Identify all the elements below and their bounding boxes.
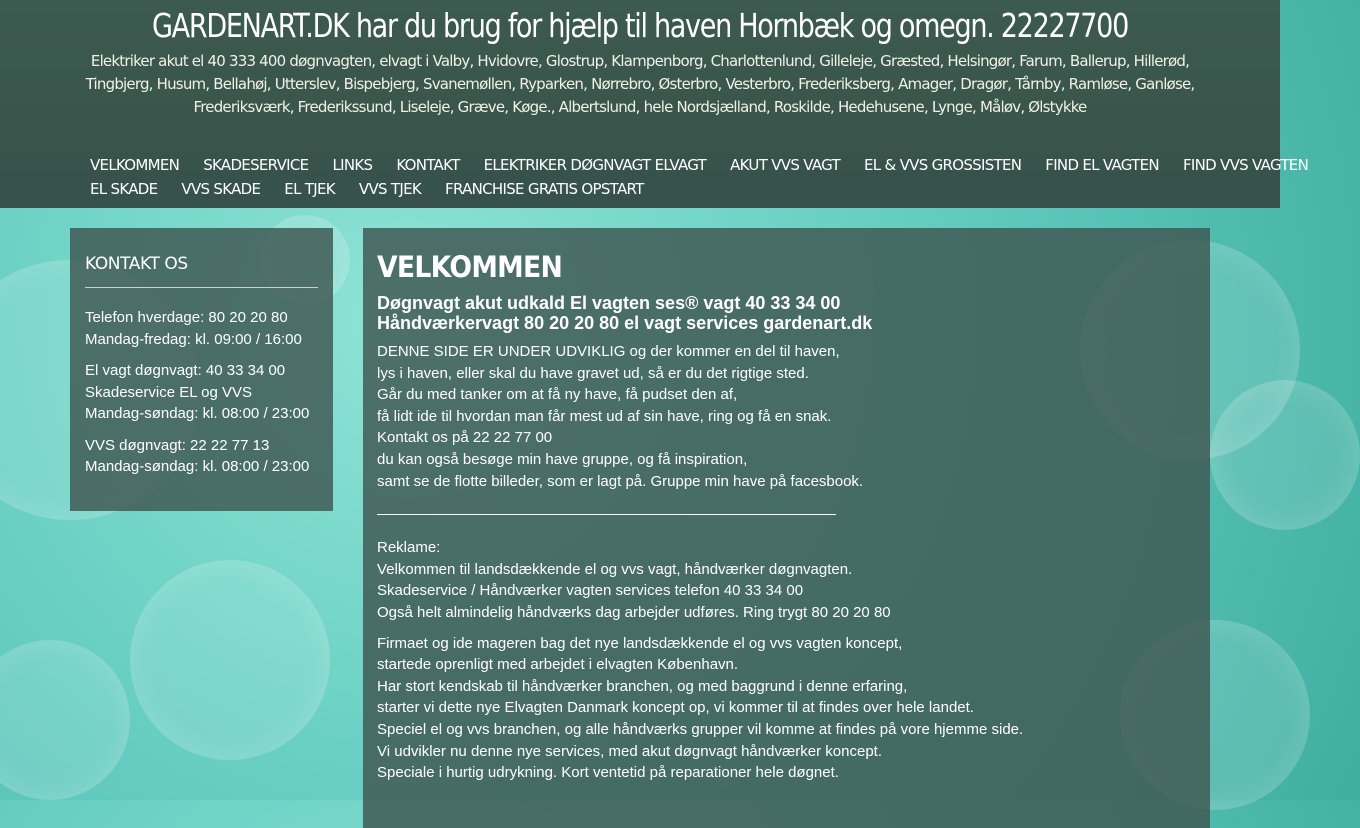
content-divider [377,514,836,515]
page-title: VELKOMMEN [377,250,563,284]
nav-item-find-vvs-vagten[interactable]: FIND VVS VAGTEN [1182,156,1309,174]
page-subheading [377,293,1196,333]
contact-line: El vagt døgnvagt: 40 33 34 00 [85,362,286,379]
nav-item-elektriker-dognvagt[interactable]: ELEKTRIKER DØGNVAGT ELVAGT [483,156,707,174]
text-line: starter vi dette nye Elvagten Danmark koncept op, vi kommer til at findes over hele landet. [377,699,974,717]
subheading-line: Håndværkervagt 80 20 20 80 el vagt services gardenart.dk [377,313,873,333]
contact-line: Skadeservice EL og VVS [85,383,253,401]
text-line: Går du med tanker om at få ny have, få pudset den af, [377,386,738,404]
nav-row-2 [90,177,1200,201]
nav-item-skadeservice[interactable]: SKADESERVICE [203,156,309,174]
text-line: Har stort kendskab til håndværker branchen, og med baggrund i denne erfaring, [377,677,908,695]
contact-line: Mandag-fredag: kl. 09:00 / 16:00 [85,330,302,348]
text-line: Kontakt os på 22 22 77 00 [377,429,553,447]
text-line: Speciel el og vvs branchen, og alle håndværks grupper vil komme at findes på vore hjemme side. [377,720,1024,738]
sidebar-divider [85,287,318,288]
text-line: du kan også besøge min have gruppe, og få inspiration, [377,450,748,468]
text-line: Reklame: [377,539,441,557]
main-navigation [90,153,1309,201]
text-line: få lidt ide til hvordan man får mest ud af sin have, ring og få en snak. [377,407,832,425]
sidebar-heading: KONTAKT OS [85,254,188,274]
contact-line: Mandag-søndag: kl. 08:00 / 23:00 [85,405,310,422]
contact-block-el-vagt [85,360,318,425]
contact-block-weekday [85,307,318,350]
nav-item-velkommen[interactable]: VELKOMMEN [90,156,180,174]
contact-block-vvs-vagt [85,435,318,478]
text-line: startede oprenligt med arbejdet i elvagten København. [377,656,739,674]
nav-item-franchise[interactable]: FRANCHISE GRATIS OPSTART [445,180,644,198]
contact-line: VVS døgnvagt: 22 22 77 13 [85,436,270,454]
nav-item-links[interactable]: LINKS [332,156,373,174]
nav-item-find-el-vagten[interactable]: FIND EL VAGTEN [1045,156,1159,174]
nav-item-el-tjek[interactable]: EL TJEK [284,180,335,198]
nav-item-akut-vvs-vagt[interactable]: AKUT VVS VAGT [730,156,840,174]
site-tagline: Elektriker akut el 40 333 400 døgnvagten, elvagt i Valby, Hvidovre, Glostrup, Klampenborg, Charlottenlund, Gilleleje, Græsted, Helsingør, Farum, Ballerup, Hillerød, Tingbjerg, Husum, Bellahøj, Utterslev, Bispebjerg, Svanemøllen, Ryparken, Nørrebro, Østerbro, Vesterbro, Frederiksberg, Amager, Dragør, Tårnby, Ramløse, Ganløse, Frederiksværk, Frederikssund, Liseleje, Græve, Køge., Albertslund, hele Nordsjælland, Roskilde, Hedehusene, Lynge, Måløv, Ølstykke [85,52,1195,116]
contact-sidebar [70,228,333,511]
intro-paragraph [377,341,1196,492]
nav-item-vvs-tjek[interactable]: VVS TJEK [358,180,422,198]
about-paragraph [377,633,1196,784]
reklame-paragraph [377,537,1196,623]
site-header [0,0,1309,208]
site-title[interactable]: GARDENART.DK har du brug for hjælp til haven Hornbæk og omegn. 22227700 [151,6,1129,45]
nav-item-el-skade[interactable]: EL SKADE [90,180,158,198]
nav-item-vvs-skade[interactable]: VVS SKADE [181,180,261,198]
text-line: samt se de flotte billeder, som er lagt på. Gruppe min have på facesbook. [377,472,864,490]
text-line: Også helt almindelig håndværks dag arbejder udføres. Ring trygt 80 20 20 80 [377,603,891,621]
text-line: Firmaet og ide mageren bag det nye landsdækkende el og vvs vagten koncept, [377,634,903,652]
nav-item-kontakt[interactable]: KONTAKT [396,156,460,174]
nav-item-el-vvs-grossisten[interactable]: EL & VVS GROSSISTEN [864,156,1022,174]
text-line: DENNE SIDE ER UNDER UDVIKLIG og der kommer en del til haven, [377,343,840,360]
main-content [363,228,1210,828]
text-line: Skadeservice / Håndværker vagten services telefon 40 33 34 00 [377,582,804,600]
text-line: Velkommen til landsdækkende el og vvs vagt, håndværker døgnvagten. [377,560,853,578]
contact-line: Mandag-søndag: kl. 08:00 / 23:00 [85,458,310,475]
text-line: lys i haven, eller skal du have gravet ud, så er du det rigtige sted. [377,364,809,382]
nav-row-1 [90,153,1309,177]
subheading-line: Døgnvagt akut udkald El vagten ses® vagt 40 33 34 00 [377,293,841,313]
text-line: Speciale i hurtig udrykning. Kort ventetid på reparationer hele døgnet. [377,764,839,782]
contact-line: Telefon hverdage: 80 20 20 80 [85,309,288,326]
text-line: Vi udvikler nu denne nye services, med akut døgnvagt håndværker koncept. [377,742,883,760]
